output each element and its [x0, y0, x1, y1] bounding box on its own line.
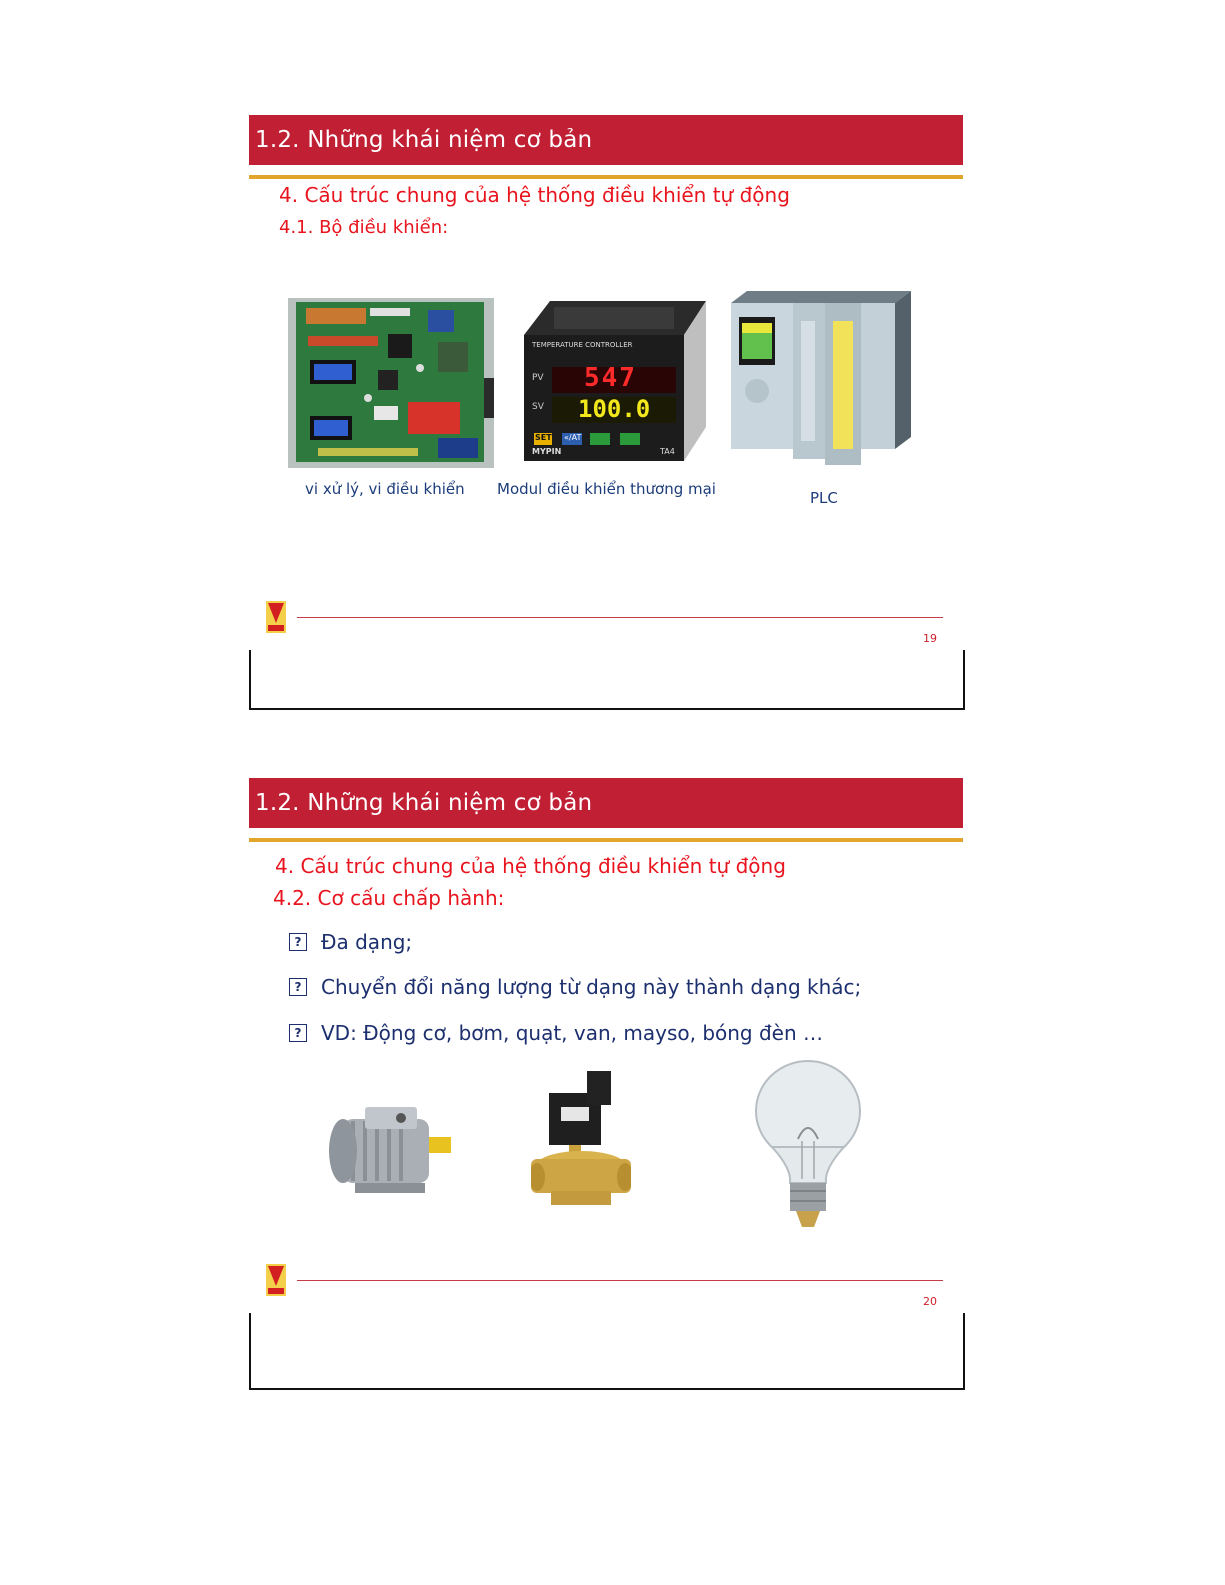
title-underline	[249, 175, 963, 179]
university-logo-icon	[266, 601, 286, 633]
sv-label: SV	[532, 402, 544, 412]
title-underline	[249, 838, 963, 842]
at-key: «/AT	[564, 433, 582, 442]
slide-title: 1.2. Những khái niệm cơ bản	[249, 778, 963, 828]
university-logo-icon	[266, 1264, 286, 1296]
bullet-box-icon: ?	[289, 978, 307, 996]
temperature-controller-image	[524, 301, 706, 461]
footer-rule	[297, 617, 943, 618]
microcontroller-board-image	[288, 298, 494, 468]
section-heading: 4. Cấu trúc chung của hệ thống điều khiển tự động	[279, 183, 790, 207]
electric-motor-image	[325, 1103, 457, 1201]
slide-20	[249, 778, 963, 1390]
bullet-item	[289, 1021, 823, 1045]
slide-frame	[249, 650, 965, 710]
slide-frame	[249, 1313, 965, 1390]
subsection-heading: 4.2. Cơ cấu chấp hành:	[273, 886, 505, 910]
bullet-item	[289, 975, 861, 999]
set-key: SET	[535, 433, 552, 442]
section-heading: 4. Cấu trúc chung của hệ thống điều khiển tự động	[275, 854, 786, 878]
sv-display: 100.0	[578, 395, 651, 423]
slide-19	[249, 115, 963, 710]
model-label: TA4	[660, 447, 675, 456]
footer-rule	[297, 1280, 943, 1281]
bullet-text: Đa dạng;	[321, 930, 413, 954]
pv-label: PV	[532, 373, 544, 383]
bullet-text: VD: Động cơ, bơm, quạt, van, mayso, bóng đèn …	[321, 1021, 824, 1045]
slide-title: 1.2. Những khái niệm cơ bản	[249, 115, 963, 165]
light-bulb-image	[752, 1059, 864, 1233]
bullet-box-icon: ?	[289, 933, 307, 951]
page-number: 20	[923, 1295, 937, 1308]
caption-microcontroller: vi xử lý, vi điều khiển	[305, 480, 465, 498]
plc-image	[725, 287, 911, 465]
caption-plc: PLC	[810, 489, 838, 507]
brand-label: MYPIN	[532, 447, 562, 456]
controller-label: TEMPERATURE CONTROLLER	[532, 341, 633, 349]
bullet-text: Chuyển đổi năng lượng từ dạng này thành dạng khác;	[321, 975, 862, 999]
page-number: 19	[923, 632, 937, 645]
pv-display: 547	[584, 363, 637, 393]
subsection-heading: 4.1. Bộ điều khiển:	[279, 217, 449, 238]
solenoid-valve-image	[531, 1067, 631, 1211]
bullet-box-icon: ?	[289, 1024, 307, 1042]
bullet-item	[289, 930, 412, 954]
caption-commercial-module: Modul điều khiển thương mại	[497, 480, 716, 498]
